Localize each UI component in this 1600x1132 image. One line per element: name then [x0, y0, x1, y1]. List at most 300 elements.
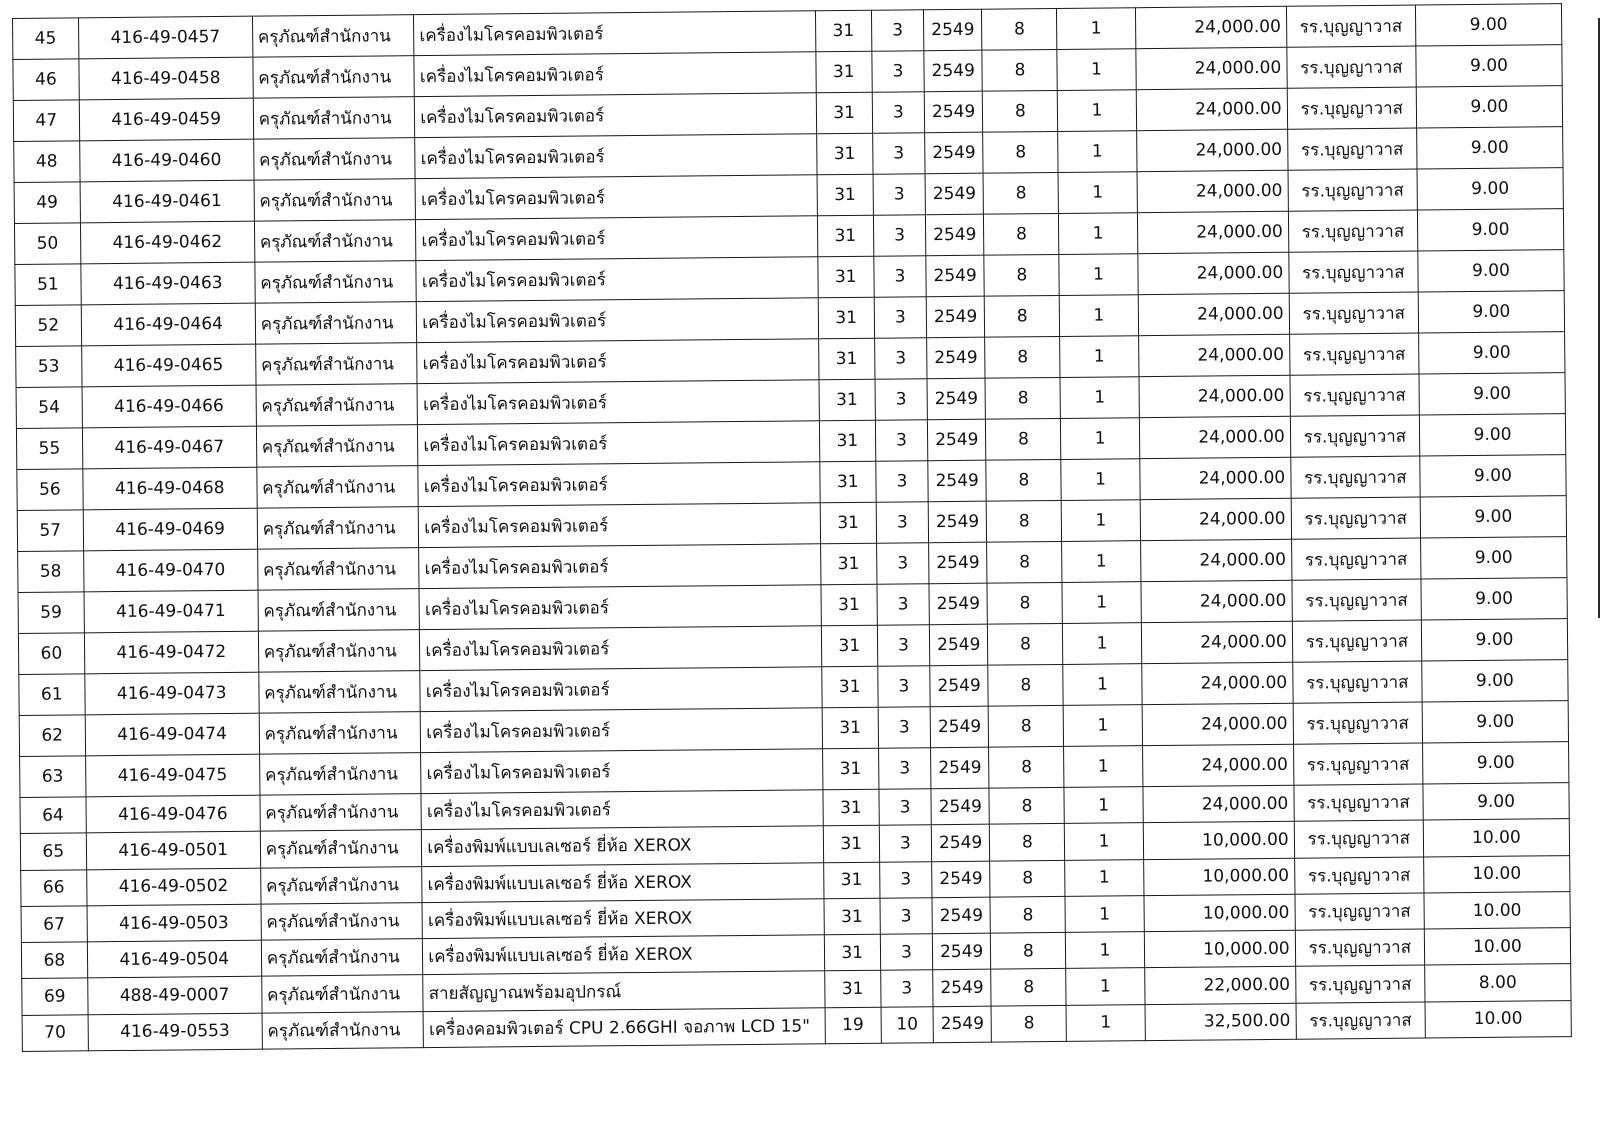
unit-price-cell: 10,000.00	[1143, 858, 1294, 896]
acquired-month-cell: 3	[880, 861, 932, 898]
acquired-year-cell: 2549	[927, 378, 986, 420]
quantity-cell: 1	[1059, 213, 1138, 255]
row-number-cell: 50	[14, 223, 80, 265]
item-description-cell: เครื่องไมโครคอมพิวเตอร์	[420, 626, 822, 671]
row-number-cell: 54	[16, 387, 82, 429]
acquired-day-cell: 31	[815, 10, 872, 52]
location-cell: รร.บุญญาวาส	[1292, 579, 1422, 621]
useful-life-cell: 8	[988, 623, 1063, 665]
acquired-month-cell: 3	[877, 584, 930, 625]
acquired-year-cell: 2549	[926, 255, 985, 297]
acquired-day-cell: 31	[819, 461, 876, 503]
acquired-month-cell: 3	[879, 789, 931, 826]
acquired-year-cell: 2549	[925, 132, 984, 174]
acquired-day-cell: 31	[816, 133, 873, 175]
category-cell: ครุภัณฑ์สำนักงาน	[259, 753, 421, 796]
item-description-cell: เครื่องไมโครคอมพิวเตอร์	[415, 175, 817, 220]
item-description-cell: เครื่องไมโครคอมพิวเตอร์	[417, 298, 819, 343]
rate-cell: 8.00	[1425, 964, 1571, 1002]
useful-life-cell: 8	[983, 172, 1058, 214]
rate-cell: 9.00	[1422, 701, 1568, 743]
acquired-month-cell: 3	[877, 625, 930, 666]
quantity-cell: 1	[1063, 664, 1142, 706]
acquired-month-cell: 3	[873, 215, 926, 256]
acquired-day-cell: 31	[821, 584, 878, 626]
acquired-year-cell: 2549	[932, 897, 991, 934]
asset-register-sheet	[12, 3, 1572, 1052]
quantity-cell: 1	[1060, 295, 1139, 337]
location-cell: รร.บุญญาวาส	[1292, 620, 1422, 662]
acquired-day-cell: 31	[815, 51, 872, 93]
location-cell: รร.บุญญาวาส	[1287, 128, 1417, 170]
acquired-day-cell: 31	[822, 707, 879, 749]
location-cell: รร.บุญญาวาส	[1295, 893, 1425, 931]
acquired-year-cell: 2549	[928, 501, 987, 543]
item-description-cell: เครื่องไมโครคอมพิวเตอร์	[419, 585, 821, 630]
acquired-day-cell: 31	[823, 826, 880, 863]
asset-code-cell: 416-49-0501	[86, 831, 260, 869]
rate-cell: 9.00	[1417, 168, 1563, 210]
location-cell: รร.บุญญาวาส	[1296, 1002, 1426, 1040]
unit-price-cell: 24,000.00	[1139, 457, 1291, 499]
unit-price-cell: 22,000.00	[1144, 967, 1295, 1005]
unit-price-cell: 24,000.00	[1138, 293, 1290, 335]
unit-price-cell: 24,000.00	[1138, 334, 1290, 376]
useful-life-cell: 8	[989, 746, 1064, 788]
asset-table	[12, 3, 1572, 1052]
location-cell: รร.บุญญาวาส	[1287, 87, 1417, 129]
category-cell: ครุภัณฑ์สำนักงาน	[260, 830, 422, 868]
asset-code-cell: 416-49-0458	[79, 57, 253, 100]
rate-cell: 9.00	[1421, 578, 1567, 620]
acquired-day-cell: 31	[824, 971, 881, 1008]
location-cell: รร.บุญญาวาส	[1290, 415, 1420, 457]
row-number-cell: 49	[14, 182, 80, 224]
item-description-cell: เครื่องไมโครคอมพิวเตอร์	[414, 11, 816, 56]
location-cell: รร.บุญญาวาส	[1295, 929, 1425, 967]
category-cell: ครุภัณฑ์สำนักงาน	[257, 507, 419, 550]
rate-cell: 10.00	[1424, 891, 1570, 929]
rate-cell: 9.00	[1418, 291, 1564, 333]
row-number-cell: 65	[20, 833, 86, 870]
acquired-year-cell: 2549	[929, 542, 988, 584]
asset-code-cell: 416-49-0457	[78, 16, 252, 59]
quantity-cell: 1	[1062, 582, 1141, 624]
location-cell: รร.บุญญาวาส	[1290, 374, 1420, 416]
rate-cell: 9.00	[1417, 209, 1563, 251]
category-cell: ครุภัณฑ์สำนักงาน	[254, 220, 416, 263]
acquired-day-cell: 31	[817, 256, 874, 298]
rate-cell: 9.00	[1417, 127, 1563, 169]
useful-life-cell: 8	[985, 336, 1060, 378]
asset-code-cell: 416-49-0470	[83, 549, 257, 592]
item-description-cell: สายสัญญาณพร้อมอุปกรณ์	[423, 971, 825, 1011]
row-number-cell: 70	[22, 1015, 88, 1052]
unit-price-cell: 24,000.00	[1137, 211, 1289, 253]
quantity-cell: 1	[1065, 823, 1144, 860]
item-description-cell: เครื่องไมโครคอมพิวเตอร์	[420, 667, 822, 712]
acquired-day-cell: 31	[821, 625, 878, 667]
useful-life-cell: 8	[990, 896, 1065, 933]
useful-life-cell: 8	[984, 213, 1059, 255]
quantity-cell: 1	[1058, 131, 1137, 173]
acquired-year-cell: 2549	[927, 337, 986, 379]
item-description-cell: เครื่องไมโครคอมพิวเตอร์	[417, 339, 819, 384]
unit-price-cell: 24,000.00	[1141, 580, 1293, 622]
acquired-month-cell: 3	[875, 420, 928, 461]
acquired-year-cell: 2549	[923, 9, 982, 51]
rate-cell: 10.00	[1424, 855, 1570, 893]
rate-cell: 9.00	[1421, 537, 1567, 579]
location-cell: รร.บุญญาวาส	[1294, 857, 1424, 895]
acquired-day-cell: 31	[820, 502, 877, 544]
rate-cell: 9.00	[1415, 4, 1561, 46]
quantity-cell: 1	[1062, 500, 1141, 542]
location-cell: รร.บุญญาวาส	[1286, 5, 1416, 47]
useful-life-cell: 8	[987, 582, 1062, 624]
acquired-year-cell: 2549	[928, 460, 987, 502]
item-description-cell: เครื่องไมโครคอมพิวเตอร์	[415, 134, 817, 179]
row-number-cell: 62	[19, 715, 85, 757]
location-cell: รร.บุญญาวาส	[1294, 820, 1424, 858]
category-cell: ครุภัณฑ์สำนักงาน	[260, 866, 422, 904]
unit-price-cell: 24,000.00	[1140, 498, 1292, 540]
item-description-cell: เครื่องไมโครคอมพิวเตอร์	[418, 462, 820, 507]
item-description-cell: เครื่องพิมพ์แบบเลเซอร์ ยี่ห้อ XEROX	[422, 899, 824, 939]
row-number-cell: 47	[13, 100, 79, 142]
asset-code-cell: 416-49-0465	[81, 344, 255, 387]
quantity-cell: 1	[1063, 623, 1142, 665]
unit-price-cell: 24,000.00	[1136, 129, 1288, 171]
acquired-month-cell: 3	[878, 707, 931, 748]
unit-price-cell: 24,000.00	[1135, 6, 1287, 48]
asset-code-cell: 416-49-0464	[81, 303, 255, 346]
category-cell: ครุภัณฑ์สำนักงาน	[259, 712, 421, 755]
category-cell: ครุภัณฑ์สำนักงาน	[255, 343, 417, 386]
useful-life-cell: 8	[987, 500, 1062, 542]
acquired-year-cell: 2549	[930, 706, 989, 748]
item-description-cell: เครื่องไมโครคอมพิวเตอร์	[421, 790, 823, 830]
row-number-cell: 68	[21, 942, 87, 979]
quantity-cell: 1	[1060, 377, 1139, 419]
asset-code-cell: 416-49-0467	[82, 426, 256, 469]
acquired-year-cell: 2549	[929, 624, 988, 666]
item-description-cell: เครื่องพิมพ์แบบเลเซอร์ ยี่ห้อ XEROX	[423, 935, 825, 975]
asset-code-cell: 416-49-0503	[87, 904, 261, 942]
quantity-cell: 1	[1061, 459, 1140, 501]
acquired-year-cell: 2549	[929, 583, 988, 625]
location-cell: รร.บุญญาวาส	[1289, 251, 1419, 293]
acquired-day-cell: 31	[817, 215, 874, 257]
acquired-year-cell: 2549	[933, 1006, 992, 1043]
quantity-cell: 1	[1065, 859, 1144, 896]
row-number-cell: 56	[17, 469, 83, 511]
category-cell: ครุภัณฑ์สำนักงาน	[257, 466, 419, 509]
useful-life-cell: 8	[986, 459, 1061, 501]
row-number-cell: 46	[13, 59, 79, 101]
location-cell: รร.บุญญาวาส	[1289, 333, 1419, 375]
acquired-month-cell: 3	[879, 825, 931, 862]
acquired-month-cell: 3	[873, 133, 926, 174]
asset-code-cell: 416-49-0471	[84, 590, 258, 633]
acquired-year-cell: 2549	[932, 933, 991, 970]
useful-life-cell: 8	[991, 933, 1066, 970]
acquired-month-cell: 3	[872, 92, 925, 133]
category-cell: ครุภัณฑ์สำนักงาน	[261, 975, 423, 1013]
item-description-cell: เครื่องไมโครคอมพิวเตอร์	[420, 708, 822, 753]
item-description-cell: เครื่องคอมพิวเตอร์ CPU 2.66GHI จอภาพ LCD 15"	[423, 1008, 825, 1048]
unit-price-cell: 32,500.00	[1145, 1003, 1296, 1041]
location-cell: รร.บุญญาวาส	[1293, 702, 1423, 744]
useful-life-cell: 8	[990, 860, 1065, 897]
acquired-month-cell: 3	[880, 898, 932, 935]
acquired-year-cell: 2549	[933, 970, 992, 1007]
location-cell: รร.บุญญาวาส	[1291, 538, 1421, 580]
acquired-day-cell: 31	[823, 789, 880, 826]
category-cell: ครุภัณฑ์สำนักงาน	[257, 548, 419, 591]
rate-cell: 9.00	[1421, 619, 1567, 661]
item-description-cell: เครื่องไมโครคอมพิวเตอร์	[415, 93, 817, 138]
row-number-cell: 60	[18, 633, 84, 675]
asset-code-cell: 416-49-0463	[81, 262, 255, 305]
useful-life-cell: 8	[984, 254, 1059, 296]
item-description-cell: เครื่องไมโครคอมพิวเตอร์	[419, 503, 821, 548]
acquired-month-cell: 3	[874, 256, 927, 297]
row-number-cell: 51	[15, 264, 81, 306]
acquired-year-cell: 2549	[925, 214, 984, 256]
category-cell: ครุภัณฑ์สำนักงาน	[260, 794, 422, 832]
acquired-day-cell: 31	[823, 862, 880, 899]
acquired-day-cell: 31	[824, 898, 881, 935]
location-cell: รร.บุญญาวาส	[1288, 210, 1418, 252]
acquired-day-cell: 31	[821, 666, 878, 708]
location-cell: รร.บุญญาวาส	[1290, 456, 1420, 498]
useful-life-cell: 8	[982, 49, 1057, 91]
acquired-year-cell: 2549	[926, 296, 985, 338]
category-cell: ครุภัณฑ์สำนักงาน	[253, 56, 415, 99]
useful-life-cell: 8	[986, 418, 1061, 460]
unit-price-cell: 24,000.00	[1137, 252, 1289, 294]
acquired-day-cell: 31	[818, 297, 875, 339]
acquired-day-cell: 31	[816, 92, 873, 134]
asset-code-cell: 416-49-0461	[80, 180, 254, 223]
acquired-day-cell: 31	[820, 543, 877, 585]
acquired-day-cell: 31	[817, 174, 874, 216]
row-number-cell: 61	[19, 674, 85, 716]
asset-code-cell: 416-49-0466	[82, 385, 256, 428]
asset-code-cell: 416-49-0476	[86, 795, 260, 833]
unit-price-cell: 24,000.00	[1142, 703, 1294, 745]
acquired-day-cell: 31	[819, 420, 876, 462]
row-number-cell: 64	[20, 797, 86, 834]
item-description-cell: เครื่องไมโครคอมพิวเตอร์	[418, 421, 820, 466]
asset-code-cell: 416-49-0472	[84, 631, 258, 674]
category-cell: ครุภัณฑ์สำนักงาน	[258, 589, 420, 632]
asset-code-cell: 416-49-0475	[85, 754, 259, 797]
rate-cell: 9.00	[1416, 45, 1562, 87]
category-cell: ครุภัณฑ์สำนักงาน	[253, 138, 415, 181]
rate-cell: 9.00	[1419, 373, 1565, 415]
category-cell: ครุภัณฑ์สำนักงาน	[255, 261, 417, 304]
category-cell: ครุภัณฑ์สำนักงาน	[255, 302, 417, 345]
rate-cell: 9.00	[1416, 86, 1562, 128]
useful-life-cell: 8	[982, 8, 1057, 50]
acquired-year-cell: 2549	[931, 824, 990, 861]
location-cell: รร.บุญญาวาส	[1287, 46, 1417, 88]
rate-cell: 10.00	[1423, 819, 1569, 857]
asset-code-cell: 416-49-0469	[83, 508, 257, 551]
row-number-cell: 55	[16, 428, 82, 470]
quantity-cell: 1	[1057, 49, 1136, 91]
rate-cell: 10.00	[1424, 928, 1570, 966]
row-number-cell: 53	[16, 346, 82, 388]
acquired-month-cell: 3	[876, 543, 929, 584]
acquired-month-cell: 3	[873, 174, 926, 215]
unit-price-cell: 24,000.00	[1141, 621, 1293, 663]
item-description-cell: เครื่องไมโครคอมพิวเตอร์	[416, 216, 818, 261]
unit-price-cell: 10,000.00	[1144, 930, 1295, 968]
row-number-cell: 69	[22, 978, 88, 1015]
category-cell: ครุภัณฑ์สำนักงาน	[256, 384, 418, 427]
rate-cell: 9.00	[1420, 496, 1566, 538]
acquired-year-cell: 2549	[924, 50, 983, 92]
location-cell: รร.บุญญาวาส	[1289, 292, 1419, 334]
rate-cell: 9.00	[1419, 332, 1565, 374]
acquired-day-cell: 31	[824, 934, 881, 971]
row-number-cell: 67	[21, 906, 87, 943]
rate-cell: 9.00	[1420, 455, 1566, 497]
useful-life-cell: 8	[988, 664, 1063, 706]
quantity-cell: 1	[1066, 968, 1145, 1005]
item-description-cell: เครื่องไมโครคอมพิวเตอร์	[417, 380, 819, 425]
asset-code-cell: 416-49-0459	[79, 98, 253, 141]
acquired-month-cell: 3	[871, 10, 924, 51]
acquired-month-cell: 3	[876, 461, 929, 502]
category-cell: ครุภัณฑ์สำนักงาน	[261, 902, 423, 940]
useful-life-cell: 8	[989, 705, 1064, 747]
acquired-day-cell: 19	[825, 1007, 882, 1044]
acquired-month-cell: 3	[876, 502, 929, 543]
rate-cell: 9.00	[1419, 414, 1565, 456]
category-cell: ครุภัณฑ์สำนักงาน	[253, 97, 415, 140]
rate-cell: 9.00	[1422, 660, 1568, 702]
useful-life-cell: 8	[991, 1005, 1066, 1042]
acquired-month-cell: 3	[881, 970, 933, 1007]
acquired-month-cell: 3	[875, 338, 928, 379]
acquired-year-cell: 2549	[931, 747, 990, 789]
item-description-cell: เครื่องพิมพ์แบบเลเซอร์ ยี่ห้อ XEROX	[422, 826, 824, 866]
acquired-day-cell: 31	[819, 379, 876, 421]
asset-code-cell: 416-49-0460	[79, 139, 253, 182]
asset-code-cell: 416-49-0502	[86, 868, 260, 906]
acquired-month-cell: 3	[872, 51, 925, 92]
useful-life-cell: 8	[983, 90, 1058, 132]
useful-life-cell: 8	[985, 377, 1060, 419]
row-number-cell: 66	[21, 869, 87, 906]
unit-price-cell: 10,000.00	[1143, 822, 1294, 860]
row-number-cell: 48	[14, 141, 80, 183]
unit-price-cell: 24,000.00	[1139, 375, 1291, 417]
quantity-cell: 1	[1058, 90, 1137, 132]
useful-life-cell: 8	[991, 969, 1066, 1006]
rate-cell: 9.00	[1423, 783, 1569, 821]
asset-code-cell: 416-49-0468	[82, 467, 256, 510]
unit-price-cell: 10,000.00	[1144, 894, 1295, 932]
quantity-cell: 1	[1066, 932, 1145, 969]
acquired-month-cell: 10	[881, 1006, 933, 1043]
location-cell: รร.บุญญาวาส	[1295, 965, 1425, 1003]
acquired-year-cell: 2549	[925, 173, 984, 215]
item-description-cell: เครื่องไมโครคอมพิวเตอร์	[419, 544, 821, 589]
quantity-cell: 1	[1060, 336, 1139, 378]
acquired-month-cell: 3	[878, 748, 931, 789]
category-cell: ครุภัณฑ์สำนักงาน	[258, 630, 420, 673]
unit-price-cell: 24,000.00	[1141, 662, 1293, 704]
asset-code-cell: 416-49-0462	[80, 221, 254, 264]
quantity-cell: 1	[1066, 1004, 1145, 1041]
item-description-cell: เครื่องพิมพ์แบบเลเซอร์ ยี่ห้อ XEROX	[422, 862, 824, 902]
asset-code-cell: 488-49-0007	[87, 977, 261, 1015]
quantity-cell: 1	[1059, 254, 1138, 296]
item-description-cell: เครื่องไมโครคอมพิวเตอร์	[416, 257, 818, 302]
quantity-cell: 1	[1061, 418, 1140, 460]
asset-code-cell: 416-49-0553	[88, 1013, 262, 1051]
useful-life-cell: 8	[989, 787, 1064, 824]
acquired-year-cell: 2549	[930, 665, 989, 707]
rate-cell: 9.00	[1422, 742, 1568, 784]
location-cell: รร.บุญญาวาส	[1294, 784, 1424, 822]
unit-price-cell: 24,000.00	[1140, 539, 1292, 581]
category-cell: ครุภัณฑ์สำนักงาน	[259, 671, 421, 714]
quantity-cell: 1	[1062, 541, 1141, 583]
unit-price-cell: 24,000.00	[1142, 744, 1294, 786]
useful-life-cell: 8	[987, 541, 1062, 583]
quantity-cell: 1	[1065, 896, 1144, 933]
useful-life-cell: 8	[990, 824, 1065, 861]
row-number-cell: 59	[18, 592, 84, 634]
useful-life-cell: 8	[983, 131, 1058, 173]
acquired-month-cell: 3	[875, 379, 928, 420]
unit-price-cell: 24,000.00	[1137, 170, 1289, 212]
acquired-day-cell: 31	[818, 338, 875, 380]
rate-cell: 9.00	[1418, 250, 1564, 292]
acquired-year-cell: 2549	[927, 419, 986, 461]
acquired-month-cell: 3	[878, 666, 931, 707]
quantity-cell: 1	[1058, 172, 1137, 214]
unit-price-cell: 24,000.00	[1135, 47, 1287, 89]
unit-price-cell: 24,000.00	[1139, 416, 1291, 458]
item-description-cell: เครื่องไมโครคอมพิวเตอร์	[421, 749, 823, 794]
asset-code-cell: 416-49-0473	[84, 672, 258, 715]
quantity-cell: 1	[1064, 746, 1143, 788]
rate-cell: 10.00	[1425, 1000, 1571, 1038]
asset-table-body	[13, 4, 1572, 1052]
acquired-year-cell: 2549	[932, 861, 991, 898]
acquired-year-cell: 2549	[931, 788, 990, 825]
unit-price-cell: 24,000.00	[1143, 785, 1294, 823]
row-number-cell: 45	[13, 18, 79, 60]
acquired-month-cell: 3	[874, 297, 927, 338]
acquired-year-cell: 2549	[924, 91, 983, 133]
category-cell: ครุภัณฑ์สำนักงาน	[256, 425, 418, 468]
acquired-month-cell: 3	[880, 934, 932, 971]
item-description-cell: เครื่องไมโครคอมพิวเตอร์	[414, 52, 816, 97]
quantity-cell: 1	[1064, 787, 1143, 824]
category-cell: ครุภัณฑ์สำนักงาน	[252, 15, 414, 58]
asset-code-cell: 416-49-0504	[87, 940, 261, 978]
location-cell: รร.บุญญาวาส	[1293, 743, 1423, 785]
location-cell: รร.บุญญาวาส	[1291, 497, 1421, 539]
